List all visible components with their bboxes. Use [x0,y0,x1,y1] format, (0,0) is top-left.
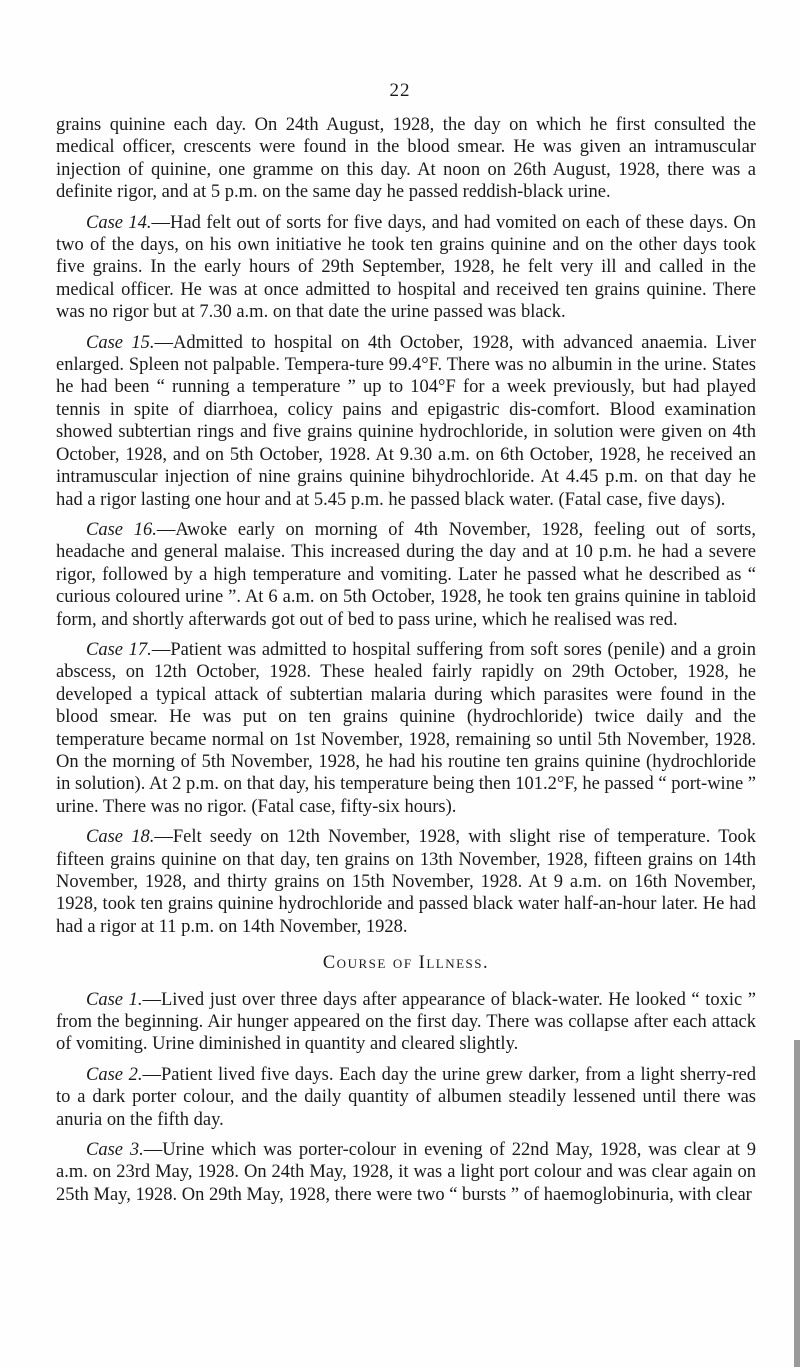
case-18-paragraph [56,826,756,938]
paragraph-text: —Urine which was porter-colour in evening of 22nd May, 1928, was clear at 9 a.m. on 23rd May, 1928. On 24th May, 1928, it was a light port colour and was clear again on 25th May, 1928. On 29th May, 1928, there were two “ bursts ” of haemoglobinuria, with clear [56,1140,756,1205]
case-14-paragraph [56,212,756,324]
case-label: Case 3. [86,1140,144,1161]
case-label: Case 1. [86,989,143,1010]
paragraph-text: —Felt seedy on 12th November, 1928, with slight rise of temperature. Took fifteen grains quinine on that day, ten grains on 13th November, 1928, fifteen grains on 14th November, 1928, and thirty grains on 15th November, 1928. At 9 a.m. on 16th November, 1928, took ten grains quinine hydrochloride and passed black water half-an-hour later. He had had a rigor at 11 p.m. on 14th November, 1928. [56,827,756,937]
paragraph-text: —Awoke early on morning of 4th November, 1928, feeling out of sorts, headache and general malaise. This increased during the day and at 10 p.m. he had a severe rigor, followed by a high temperature and vomiting. Later he passed what he described as “ curious coloured urine ”. At 6 a.m. on 5th October, 1928, he took ten grains quinine in tabloid form, and shortly afterwards got out of bed to pass urine, which he realised was red. [56,519,757,630]
paragraph-text: —Patient lived five days. Each day the urine grew darker, from a light sherry-red to a dark porter colour, and the daily quantity of albumen steadily lessened until there was anuria on the fifth day. [56,1064,757,1130]
case-17-paragraph [56,639,756,818]
paragraph-text: —Had felt out of sorts for five days, and had vomited on each of these days. On two of the days, on his own initiative he took ten grains quinine and on the other days took five grains. In the early hours of 29th September, 1928, he felt very ill and called in the medical officer. He was at once admitted to hospital and received ten grains quinine. There was no rigor but at 7.30 a.m. on that date the urine passed was black. [56,212,756,323]
case-label: Case 14. [86,212,152,233]
case-label: Case 2. [86,1064,143,1085]
paragraph-text: —Patient was admitted to hospital suffering from soft sores (penile) and a groin abscess, on 12th October, 1928. These healed fairly rapidly on 29th October, 1928, he developed a typical attack of subtertian malaria during which parasites were found in the blood smear. He was put on ten grains quinine (hydrochloride) twice daily and the temperature became normal on 1st November, 1928, remaining so until 5th November, 1928. On the morning of 5th November, 1928, he had his routine ten grains quinine (hydrochloride in solution). At 2 p.m. on that day, his temperature being then 101.2°F, he passed “ port-wine ” urine. There was no rigor. (Fatal case, fifty-six hours). [56,639,757,817]
paragraph-text: grains quinine each day. On 24th August, 1928, the day on which he first consulted the medical officer, crescents were found in the blood smear. He was given an intramuscular injection of quinine, one gramme on this day. At noon on 26th August, 1928, there was a definite rigor, and at 5 p.m. on the same day he passed reddish-black urine. [56,115,756,203]
course-case-3-paragraph [56,1139,756,1206]
section-heading: Course of Illness. [322,953,490,974]
paragraph-text: —Admitted to hospital on 4th October, 1928, with advanced anaemia. Liver enlarged. Spleen not palpable. Tempera-ture 99.4°F. There was no albumin in the urine. States he had been “ running a temperature ” up to 104°F for a week previously, but had played tennis in spite of diarrhoea, colicy pains and epigastric dis-comfort. Blood examination showed subtertian rings and five grains quinine hydrochloride, in solution were given on 4th October, 1928, and on 5th October, 1928. At 9.30 a.m. on 6th October, 1928, he received an intramuscular injection of nine grains quinine bihydrochloride. At 4.45 p.m. on that day he had a rigor lasting one hour and at 5.45 p.m. he passed black water. (Fatal case, five days). [56,332,756,510]
course-case-1-paragraph [56,989,756,1056]
case-label: Case 17. [86,639,152,660]
page-number: 22 [389,80,411,101]
case-label: Case 18. [86,827,155,848]
paragraph-text: —Lived just over three days after appearance of black-water. He looked “ toxic ” from the beginning. Air hunger appeared on the first day. There was collapse after each attack of vomiting. Urine diminished in quantity and cleared slightly. [56,989,756,1055]
case-16-paragraph [56,519,756,631]
body-text [56,114,756,1214]
scan-edge-mark [794,1040,800,1367]
case-label: Case 16. [86,519,157,540]
case-15-paragraph [56,332,756,511]
course-case-2-paragraph [56,1064,756,1131]
case-label: Case 15. [86,332,155,353]
paragraph-continued [56,114,756,204]
